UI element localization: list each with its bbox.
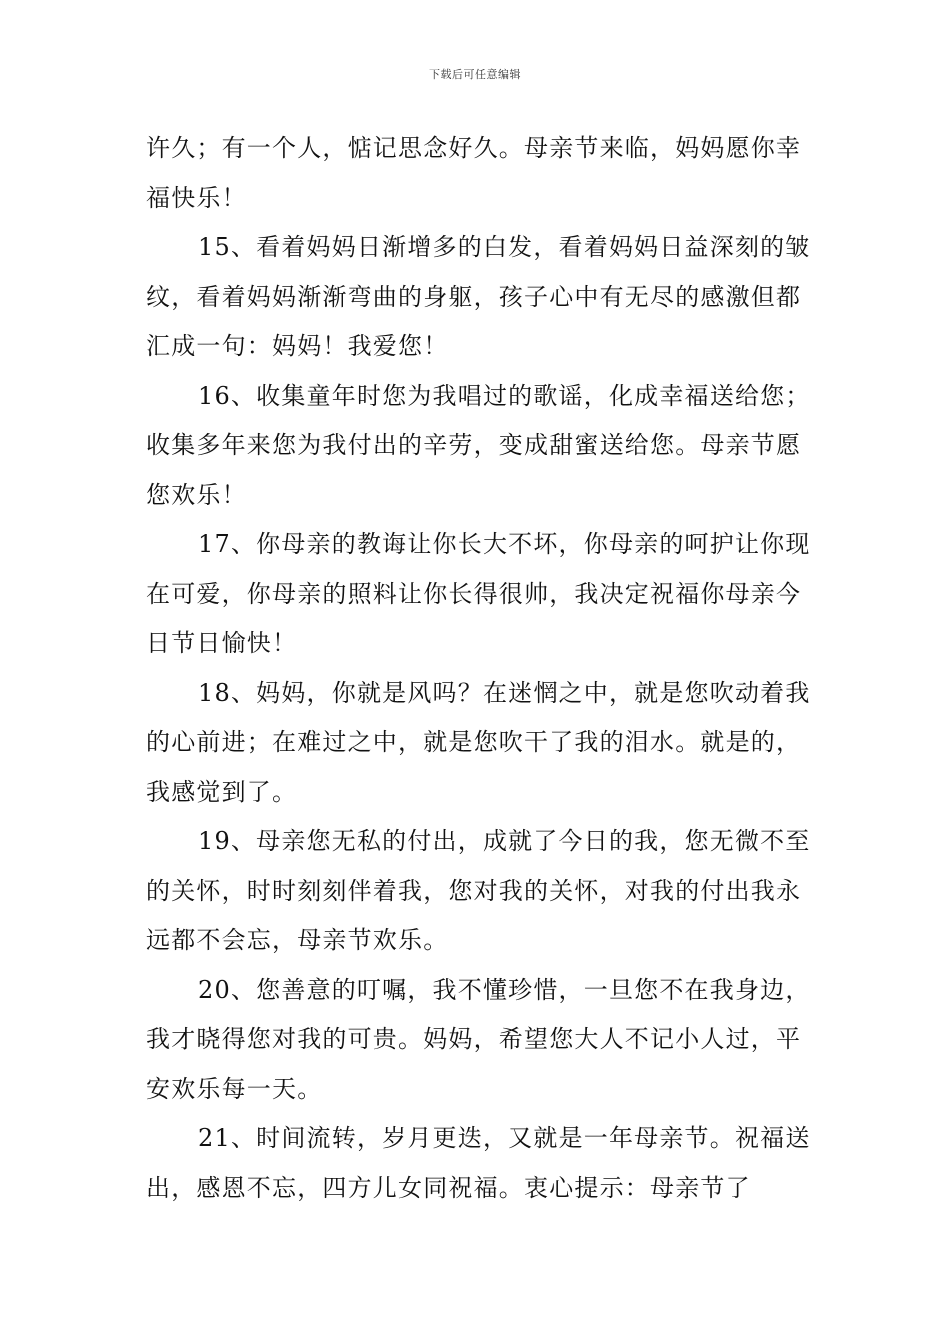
paragraph-18: 18、妈妈，你就是风吗？在迷惘之中，就是您吹动着我的心前进；在难过之中，就是您吹干了我的泪水。就是的，我感觉到了。	[146, 678, 811, 806]
paragraph-continued: 许久；有一个人，惦记思念好久。母亲节来临，妈妈愿你幸福快乐！	[146, 134, 802, 212]
page-header-note: 下载后可任意编辑	[429, 68, 521, 81]
paragraph-20: 20、您善意的叮嘱，我不懂珍惜，一旦您不在我身边，我才晓得您对我的可贵。妈妈，希望您大人不记小人过，平安欢乐每一天。	[146, 975, 811, 1103]
paragraph-21: 21、时间流转，岁月更迭，又就是一年母亲节。祝福送出，感恩不忘，四方儿女同祝福。衷心提示：母亲节了	[146, 1124, 811, 1202]
document-body	[146, 124, 816, 1213]
paragraph-17: 17、你母亲的教诲让你长大不坏，你母亲的呵护让你现在可爱，你母亲的照料让你长得很帅，我决定祝福你母亲今日节日愉快！	[146, 530, 811, 657]
paragraph-19: 19、母亲您无私的付出，成就了今日的我，您无微不至的关怀，时时刻刻伴着我，您对我的关怀，对我的付出我永远都不会忘，母亲节欢乐。	[146, 827, 811, 954]
paragraph-15: 15、看着妈妈日渐增多的白发，看着妈妈日益深刻的皱纹，看着妈妈渐渐弯曲的身躯，孩子心中有无尽的感激但都汇成一句：妈妈！我爱您！	[146, 233, 811, 360]
paragraph-16: 16、收集童年时您为我唱过的歌谣，化成幸福送给您；收集多年来您为我付出的辛劳，变成甜蜜送给您。母亲节愿您欢乐！	[146, 381, 811, 509]
